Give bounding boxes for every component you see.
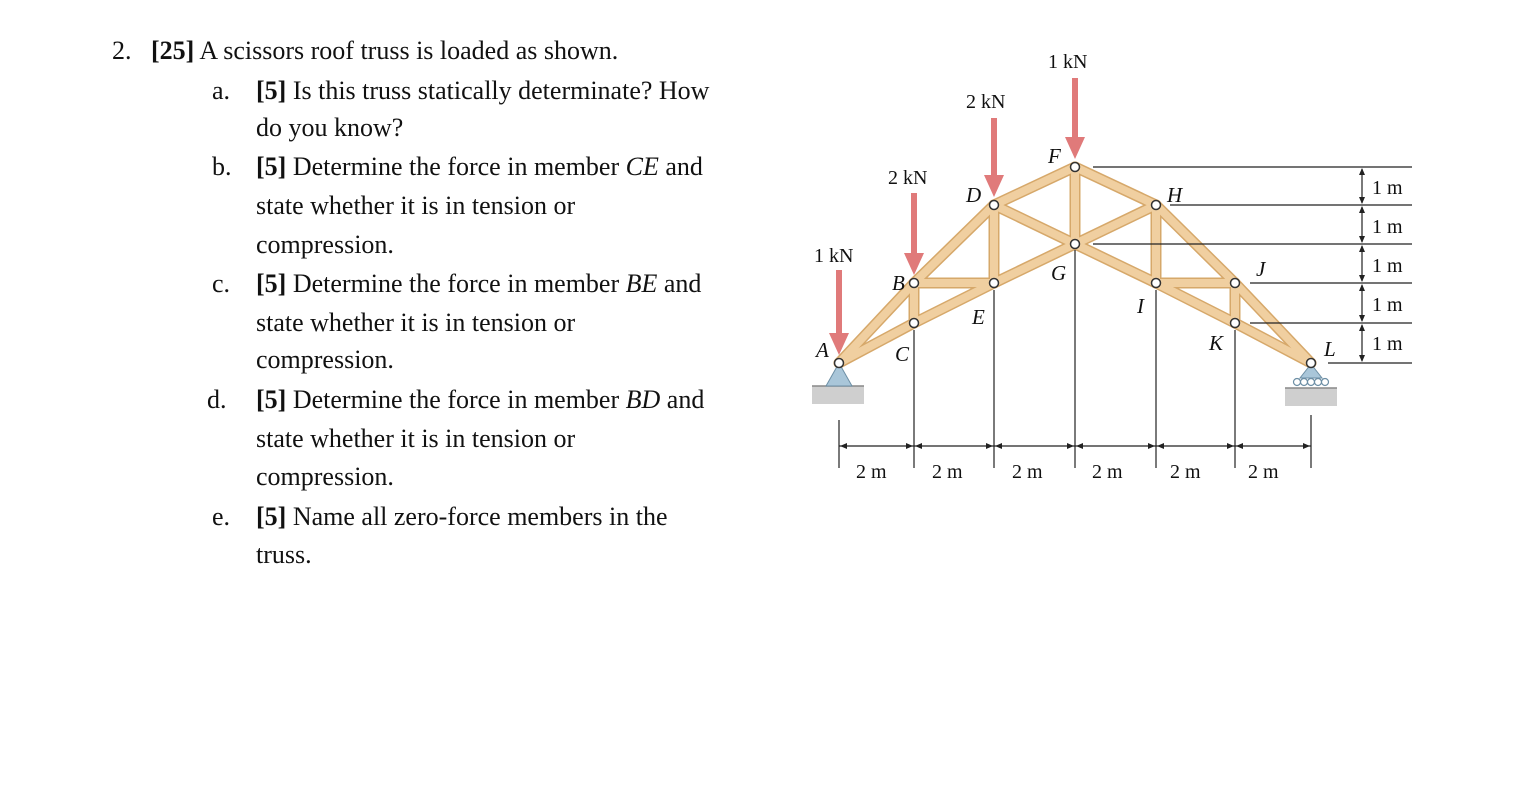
part-b-member: CE	[625, 152, 659, 181]
part-c-post: and	[663, 269, 702, 298]
load-arrow-head-D	[984, 175, 1004, 197]
part-e-points: [5]	[256, 502, 287, 531]
member-DG	[994, 205, 1075, 244]
vdim-label-3: 1 m	[1372, 255, 1403, 277]
joint-E	[990, 279, 999, 288]
joint-K	[1231, 319, 1240, 328]
joint-label-L: L	[1324, 337, 1336, 361]
part-b-line-2: state whether it is in tension or	[256, 191, 576, 220]
hdim-arrow-l-6	[1236, 443, 1243, 449]
hdim-arrow-r-3	[1067, 443, 1074, 449]
vdim-arrow-d-5	[1359, 355, 1365, 362]
vdim-arrow-d-3	[1359, 275, 1365, 282]
part-a-letter: a.	[212, 76, 231, 105]
problem-statement: A scissors roof truss is loaded as shown.	[199, 36, 619, 65]
part-e-line-2: truss.	[256, 540, 312, 569]
load-label-D: 2 kN	[966, 91, 1006, 113]
part-a-text-1: Is this truss statically determinate? How	[292, 76, 710, 105]
part-a-points: [5]	[256, 76, 287, 105]
problem-number: 2.	[112, 36, 132, 65]
member-IK	[1156, 283, 1235, 323]
part-b-post: and	[665, 152, 703, 181]
vdim-arrow-u-3	[1359, 245, 1365, 252]
joint-label-J: J	[1256, 257, 1266, 281]
vdim-arrow-d-2	[1359, 236, 1365, 243]
joint-D	[990, 201, 999, 210]
joint-label-E: E	[972, 305, 985, 329]
part-d-letter: d.	[207, 385, 227, 414]
part-d-pre: Determine the force in member	[292, 385, 620, 414]
joint-B	[910, 279, 919, 288]
hdim-arrow-l-3	[995, 443, 1002, 449]
load-arrows	[829, 78, 1085, 355]
member-DF	[994, 167, 1075, 205]
joint-H	[1152, 201, 1161, 210]
joint-A	[835, 359, 844, 368]
joint-label-H: H	[1167, 183, 1183, 207]
vdim-label-2: 1 m	[1372, 216, 1403, 238]
hdim-arrow-l-4	[1076, 443, 1083, 449]
part-a-line-2: do you know?	[256, 113, 404, 142]
hdim-label-2: 2 m	[932, 461, 963, 483]
hdim-arrow-r-2	[986, 443, 993, 449]
load-label-A: 1 kN	[814, 245, 854, 267]
hdim-label-1: 2 m	[856, 461, 887, 483]
joint-label-F: F	[1048, 144, 1061, 168]
problem-points: [25]	[151, 36, 195, 65]
joint-label-G: G	[1051, 261, 1067, 285]
hdim-label-5: 2 m	[1170, 461, 1201, 483]
part-b-pre: Determine the force in member	[292, 152, 620, 181]
joint-label-B: B	[892, 271, 905, 295]
load-arrow-head-F	[1065, 137, 1085, 159]
member-BD	[914, 205, 994, 283]
part-c-line-2: state whether it is in tension or	[256, 308, 576, 337]
joint-label-A: A	[816, 338, 829, 362]
member-FH	[1075, 167, 1156, 205]
part-b-points: [5]	[256, 152, 287, 181]
vdim-arrow-u-2	[1359, 206, 1365, 213]
vdim-arrow-d-1	[1359, 197, 1365, 204]
hdim-label-6: 2 m	[1248, 461, 1279, 483]
joint-J	[1231, 279, 1240, 288]
joint-label-K: K	[1209, 331, 1224, 355]
joint-label-I: I	[1137, 294, 1144, 318]
member-GI	[1075, 244, 1156, 283]
part-b-line-3: compression.	[256, 230, 394, 259]
ground-right	[1285, 388, 1337, 406]
vdim-arrow-u-5	[1359, 324, 1365, 331]
roller-wheels	[1294, 379, 1329, 386]
hdim-label-4: 2 m	[1092, 461, 1123, 483]
hdim-arrow-r-6	[1303, 443, 1310, 449]
part-d-points: [5]	[256, 385, 287, 414]
hdim-arrow-r-5	[1227, 443, 1234, 449]
joint-label-D: D	[966, 183, 982, 207]
part-c-letter: c.	[212, 269, 231, 298]
vdim-arrow-u-1	[1359, 168, 1365, 175]
vdim-label-4: 1 m	[1372, 294, 1403, 316]
part-e-text-1: Name all zero-force members in the	[292, 502, 668, 531]
joint-I	[1152, 279, 1161, 288]
part-d-line-3: compression.	[256, 462, 394, 491]
load-label-F: 1 kN	[1048, 51, 1088, 73]
hdim-arrow-r-1	[906, 443, 913, 449]
part-c-pre: Determine the force in member	[292, 269, 620, 298]
member-GH	[1075, 205, 1156, 244]
joint-C	[910, 319, 919, 328]
joint-label-C: C	[895, 342, 910, 366]
hdim-arrow-l-5	[1157, 443, 1164, 449]
hdim-arrow-l-1	[840, 443, 847, 449]
part-c-member: BE	[625, 269, 658, 298]
hdim-label-3: 2 m	[1012, 461, 1043, 483]
vdim-arrow-u-4	[1359, 284, 1365, 291]
part-c-points: [5]	[256, 269, 287, 298]
joint-L	[1307, 359, 1316, 368]
ground-left	[812, 386, 864, 404]
part-b-letter: b.	[212, 152, 232, 181]
part-d-post: and	[666, 385, 705, 414]
hdim-arrow-l-2	[915, 443, 922, 449]
vdim-arrow-d-4	[1359, 315, 1365, 322]
load-label-B: 2 kN	[888, 167, 928, 189]
part-c-line-3: compression.	[256, 345, 394, 374]
joint-G	[1071, 240, 1080, 249]
vdim-label-5: 1 m	[1372, 333, 1403, 355]
part-d-member: BD	[625, 385, 661, 414]
joint-F	[1071, 163, 1080, 172]
hdim-arrow-r-4	[1148, 443, 1155, 449]
part-d-line-2: state whether it is in tension or	[256, 424, 576, 453]
part-e-letter: e.	[212, 502, 231, 531]
vdim-label-1: 1 m	[1372, 177, 1403, 199]
